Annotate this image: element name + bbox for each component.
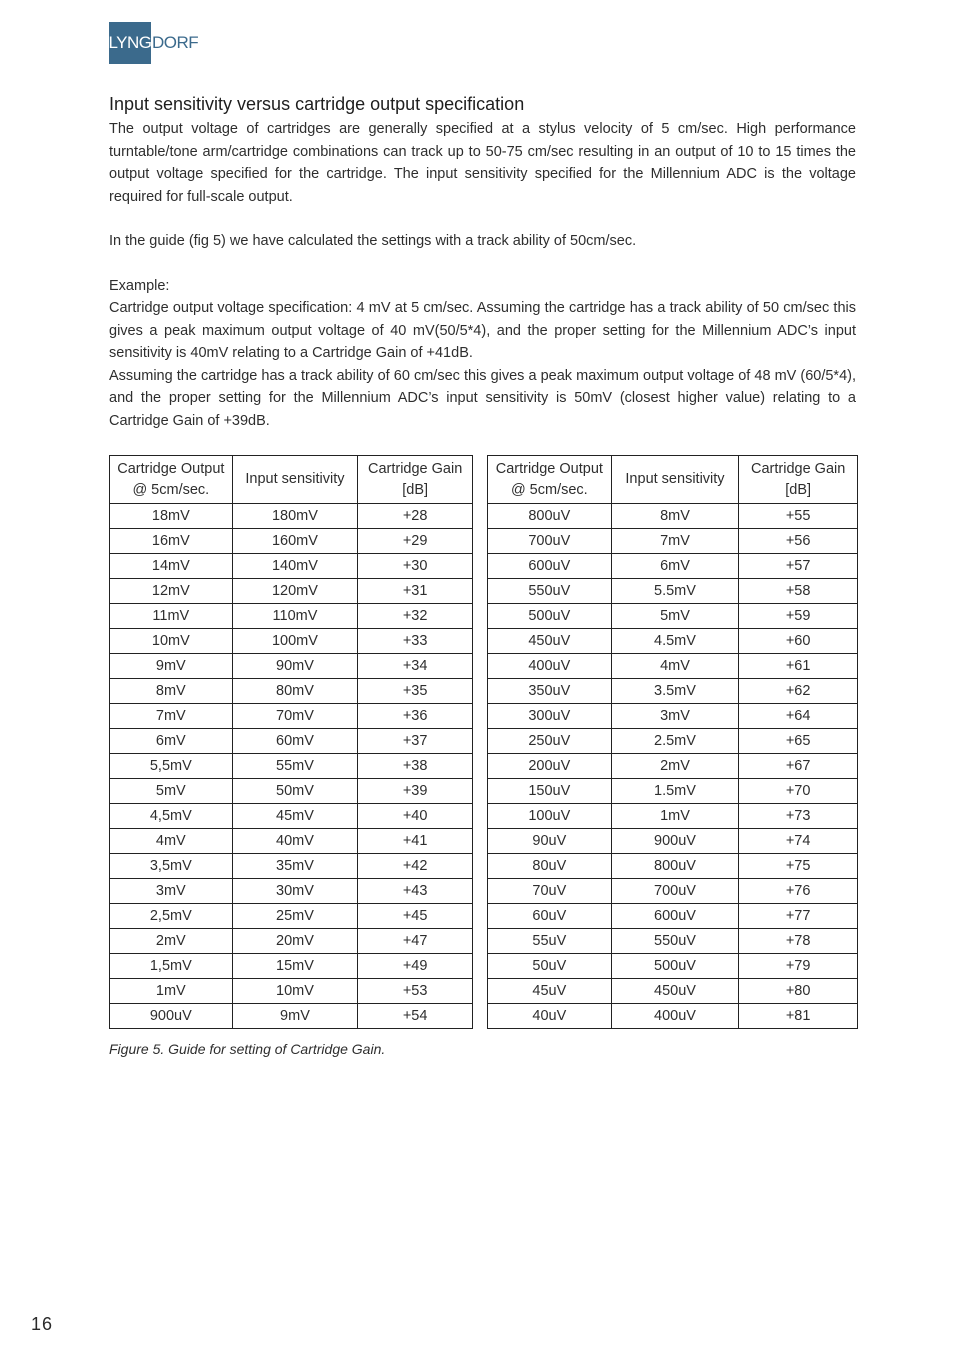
cell-cartridge-output: 900uV <box>110 1004 233 1029</box>
cell-cartridge-gain: +54 <box>358 1004 473 1029</box>
cell-cartridge-gain: +33 <box>358 629 473 654</box>
cell-input-sensitivity: 450uV <box>611 979 739 1004</box>
paragraph-example-50: Cartridge output voltage specification: 4 mV at 5 cm/sec. Assuming the cartridge has a track ability of 50 cm/sec this gives a peak maximum output voltage of 40 mV(50/5*4), and the proper setting for the Millennium ADC’s input sensitivity is 40mV relating to a Cartridge Gain of +41dB. <box>109 300 856 361</box>
header-cartridge-output: Cartridge Output @ 5cm/sec. <box>110 456 233 504</box>
cell-cartridge-output: 3mV <box>110 879 233 904</box>
table-row <box>488 679 858 704</box>
cell-cartridge-gain: +34 <box>358 654 473 679</box>
cell-cartridge-output: 350uV <box>488 679 612 704</box>
table-row <box>110 929 473 954</box>
header-input-sensitivity: Input sensitivity <box>611 456 739 504</box>
cell-input-sensitivity: 180mV <box>232 504 358 529</box>
table-row <box>110 979 473 1004</box>
table-row <box>110 554 473 579</box>
table-row <box>488 579 858 604</box>
cell-input-sensitivity: 140mV <box>232 554 358 579</box>
cell-cartridge-output: 300uV <box>488 704 612 729</box>
cell-cartridge-output: 6mV <box>110 729 233 754</box>
cell-cartridge-output: 18mV <box>110 504 233 529</box>
table-row <box>488 829 858 854</box>
cell-input-sensitivity: 10mV <box>232 979 358 1004</box>
table-row <box>488 879 858 904</box>
cell-input-sensitivity: 120mV <box>232 579 358 604</box>
cell-input-sensitivity: 80mV <box>232 679 358 704</box>
cell-input-sensitivity: 90mV <box>232 654 358 679</box>
cell-cartridge-output: 10mV <box>110 629 233 654</box>
table-row <box>110 704 473 729</box>
header-cartridge-output: Cartridge Output @ 5cm/sec. <box>488 456 612 504</box>
cell-cartridge-gain: +80 <box>739 979 858 1004</box>
cell-input-sensitivity: 4mV <box>611 654 739 679</box>
cell-cartridge-gain: +32 <box>358 604 473 629</box>
cell-cartridge-gain: +76 <box>739 879 858 904</box>
paragraph-guide: In the guide (fig 5) we have calculated the settings with a track ability of 50cm/sec. <box>109 233 637 249</box>
table-row <box>488 604 858 629</box>
table-row <box>110 729 473 754</box>
cell-cartridge-gain: +41 <box>358 829 473 854</box>
cell-input-sensitivity: 55mV <box>232 754 358 779</box>
cell-cartridge-gain: +74 <box>739 829 858 854</box>
cell-cartridge-gain: +31 <box>358 579 473 604</box>
table-row <box>110 679 473 704</box>
table-row <box>488 504 858 529</box>
brand-logo <box>109 22 198 64</box>
cell-cartridge-gain: +78 <box>739 929 858 954</box>
page-number: 16 <box>31 1314 54 1334</box>
cell-cartridge-gain: +45 <box>358 904 473 929</box>
cell-input-sensitivity: 6mV <box>611 554 739 579</box>
cell-cartridge-output: 800uV <box>488 504 612 529</box>
cell-input-sensitivity: 3.5mV <box>611 679 739 704</box>
logo-text: DORF <box>152 33 199 52</box>
table-row <box>110 504 473 529</box>
cell-cartridge-gain: +39 <box>358 779 473 804</box>
cell-cartridge-output: 50uV <box>488 954 612 979</box>
cell-cartridge-gain: +59 <box>739 604 858 629</box>
logo-mark: LYNG <box>109 22 151 64</box>
cell-input-sensitivity: 70mV <box>232 704 358 729</box>
cell-input-sensitivity: 500uV <box>611 954 739 979</box>
cell-cartridge-output: 4mV <box>110 829 233 854</box>
table-row <box>110 779 473 804</box>
table-header-row <box>110 456 473 504</box>
cell-input-sensitivity: 160mV <box>232 529 358 554</box>
table-row <box>488 979 858 1004</box>
cell-input-sensitivity: 50mV <box>232 779 358 804</box>
body-text <box>109 118 856 432</box>
cell-cartridge-gain: +40 <box>358 804 473 829</box>
cell-cartridge-gain: +60 <box>739 629 858 654</box>
cell-cartridge-output: 500uV <box>488 604 612 629</box>
table-row <box>488 629 858 654</box>
table-row <box>488 529 858 554</box>
table-row <box>488 1004 858 1029</box>
cell-cartridge-output: 4,5mV <box>110 804 233 829</box>
cell-cartridge-output: 400uV <box>488 654 612 679</box>
cartridge-gain-table-left <box>109 455 473 1029</box>
cell-cartridge-gain: +77 <box>739 904 858 929</box>
cell-input-sensitivity: 5mV <box>611 604 739 629</box>
cartridge-gain-table-right <box>487 455 858 1029</box>
cell-cartridge-output: 11mV <box>110 604 233 629</box>
cell-cartridge-gain: +67 <box>739 754 858 779</box>
cell-input-sensitivity: 400uV <box>611 1004 739 1029</box>
cell-cartridge-output: 7mV <box>110 704 233 729</box>
table-row <box>110 754 473 779</box>
cell-cartridge-gain: +49 <box>358 954 473 979</box>
cell-input-sensitivity: 800uV <box>611 854 739 879</box>
cell-input-sensitivity: 550uV <box>611 929 739 954</box>
table-row <box>110 879 473 904</box>
cell-cartridge-gain: +55 <box>739 504 858 529</box>
cell-input-sensitivity: 7mV <box>611 529 739 554</box>
cell-cartridge-output: 2,5mV <box>110 904 233 929</box>
table-row <box>110 804 473 829</box>
cell-input-sensitivity: 700uV <box>611 879 739 904</box>
table-row <box>488 854 858 879</box>
table-row <box>488 729 858 754</box>
table-row <box>110 954 473 979</box>
cell-cartridge-gain: +65 <box>739 729 858 754</box>
cell-cartridge-output: 12mV <box>110 579 233 604</box>
table-row <box>488 779 858 804</box>
cell-cartridge-output: 9mV <box>110 654 233 679</box>
cell-cartridge-gain: +75 <box>739 854 858 879</box>
figure-caption: Figure 5. Guide for setting of Cartridge Gain. <box>109 1041 386 1057</box>
table-row <box>110 529 473 554</box>
cell-input-sensitivity: 600uV <box>611 904 739 929</box>
cell-cartridge-output: 60uV <box>488 904 612 929</box>
table-row <box>488 754 858 779</box>
table-row <box>488 954 858 979</box>
table-row <box>110 629 473 654</box>
cell-cartridge-output: 250uV <box>488 729 612 754</box>
cell-cartridge-gain: +57 <box>739 554 858 579</box>
cell-cartridge-gain: +47 <box>358 929 473 954</box>
cell-input-sensitivity: 60mV <box>232 729 358 754</box>
cell-cartridge-gain: +70 <box>739 779 858 804</box>
table-header-row <box>488 456 858 504</box>
cell-input-sensitivity: 1mV <box>611 804 739 829</box>
cell-cartridge-output: 550uV <box>488 579 612 604</box>
cell-input-sensitivity: 40mV <box>232 829 358 854</box>
paragraph-example-label: Example: <box>109 277 170 294</box>
cell-input-sensitivity: 4.5mV <box>611 629 739 654</box>
table-row <box>110 904 473 929</box>
paragraph-intro: The output voltage of cartridges are generally specified at a stylus velocity of 5 cm/sec. High performance turntable/tone arm/cartridge combinations can track up to 50-75 cm/sec resulting in an output of 10 to 15 times the output voltage specified for the cartridge. The input sensitivity specified for the Millennium ADC is the voltage required for full-scale output. <box>109 121 856 205</box>
header-cartridge-gain: Cartridge Gain [dB] <box>739 456 858 504</box>
cell-cartridge-gain: +62 <box>739 679 858 704</box>
cell-cartridge-gain: +73 <box>739 804 858 829</box>
cell-cartridge-gain: +53 <box>358 979 473 1004</box>
cell-cartridge-output: 2mV <box>110 929 233 954</box>
cell-input-sensitivity: 5.5mV <box>611 579 739 604</box>
cell-cartridge-output: 80uV <box>488 854 612 879</box>
cell-cartridge-output: 1,5mV <box>110 954 233 979</box>
table-row <box>110 1004 473 1029</box>
cell-input-sensitivity: 35mV <box>232 854 358 879</box>
cell-input-sensitivity: 110mV <box>232 604 358 629</box>
cell-cartridge-gain: +56 <box>739 529 858 554</box>
cell-cartridge-output: 5,5mV <box>110 754 233 779</box>
table-row <box>110 579 473 604</box>
header-input-sensitivity: Input sensitivity <box>232 456 358 504</box>
cell-cartridge-gain: +37 <box>358 729 473 754</box>
cell-cartridge-gain: +43 <box>358 879 473 904</box>
cell-cartridge-gain: +38 <box>358 754 473 779</box>
cell-input-sensitivity: 20mV <box>232 929 358 954</box>
cell-cartridge-output: 150uV <box>488 779 612 804</box>
cell-input-sensitivity: 900uV <box>611 829 739 854</box>
cell-input-sensitivity: 25mV <box>232 904 358 929</box>
cell-cartridge-gain: +64 <box>739 704 858 729</box>
header-cartridge-gain: Cartridge Gain [dB] <box>358 456 473 504</box>
cell-cartridge-output: 5mV <box>110 779 233 804</box>
table-row <box>488 804 858 829</box>
table-row <box>110 654 473 679</box>
cell-cartridge-output: 600uV <box>488 554 612 579</box>
cell-cartridge-output: 40uV <box>488 1004 612 1029</box>
table-row <box>488 929 858 954</box>
section-heading: Input sensitivity versus cartridge output specification <box>109 94 525 114</box>
cell-cartridge-gain: +29 <box>358 529 473 554</box>
cell-input-sensitivity: 100mV <box>232 629 358 654</box>
cell-cartridge-output: 100uV <box>488 804 612 829</box>
cell-input-sensitivity: 2mV <box>611 754 739 779</box>
cell-cartridge-output: 200uV <box>488 754 612 779</box>
cell-cartridge-output: 45uV <box>488 979 612 1004</box>
cell-cartridge-output: 1mV <box>110 979 233 1004</box>
cell-cartridge-gain: +42 <box>358 854 473 879</box>
cell-input-sensitivity: 9mV <box>232 1004 358 1029</box>
cell-cartridge-output: 70uV <box>488 879 612 904</box>
cell-cartridge-gain: +61 <box>739 654 858 679</box>
paragraph-example-60: Assuming the cartridge has a track ability of 60 cm/sec this gives a peak maximum output voltage of 48 mV (60/5*4), and the proper setting for the Millennium ADC’s input sensitivity is 50mV (closest higher value) relating to a Cartridge Gain of +39dB. <box>109 367 856 429</box>
cell-input-sensitivity: 30mV <box>232 879 358 904</box>
cell-cartridge-gain: +58 <box>739 579 858 604</box>
cell-input-sensitivity: 8mV <box>611 504 739 529</box>
cell-cartridge-output: 14mV <box>110 554 233 579</box>
cell-cartridge-output: 700uV <box>488 529 612 554</box>
cell-cartridge-gain: +28 <box>358 504 473 529</box>
cell-input-sensitivity: 15mV <box>232 954 358 979</box>
cell-cartridge-gain: +35 <box>358 679 473 704</box>
cell-input-sensitivity: 2.5mV <box>611 729 739 754</box>
table-row <box>110 854 473 879</box>
cell-cartridge-output: 450uV <box>488 629 612 654</box>
cell-cartridge-output: 16mV <box>110 529 233 554</box>
table-row <box>110 604 473 629</box>
table-row <box>488 554 858 579</box>
cell-input-sensitivity: 45mV <box>232 804 358 829</box>
table-row <box>488 904 858 929</box>
cell-cartridge-gain: +30 <box>358 554 473 579</box>
cell-cartridge-gain: +81 <box>739 1004 858 1029</box>
cell-input-sensitivity: 3mV <box>611 704 739 729</box>
cell-cartridge-gain: +79 <box>739 954 858 979</box>
cell-cartridge-output: 90uV <box>488 829 612 854</box>
table-row <box>488 704 858 729</box>
cell-cartridge-output: 8mV <box>110 679 233 704</box>
cell-input-sensitivity: 1.5mV <box>611 779 739 804</box>
table-row <box>488 654 858 679</box>
cell-cartridge-gain: +36 <box>358 704 473 729</box>
cell-cartridge-output: 3,5mV <box>110 854 233 879</box>
cell-cartridge-output: 55uV <box>488 929 612 954</box>
table-row <box>110 829 473 854</box>
